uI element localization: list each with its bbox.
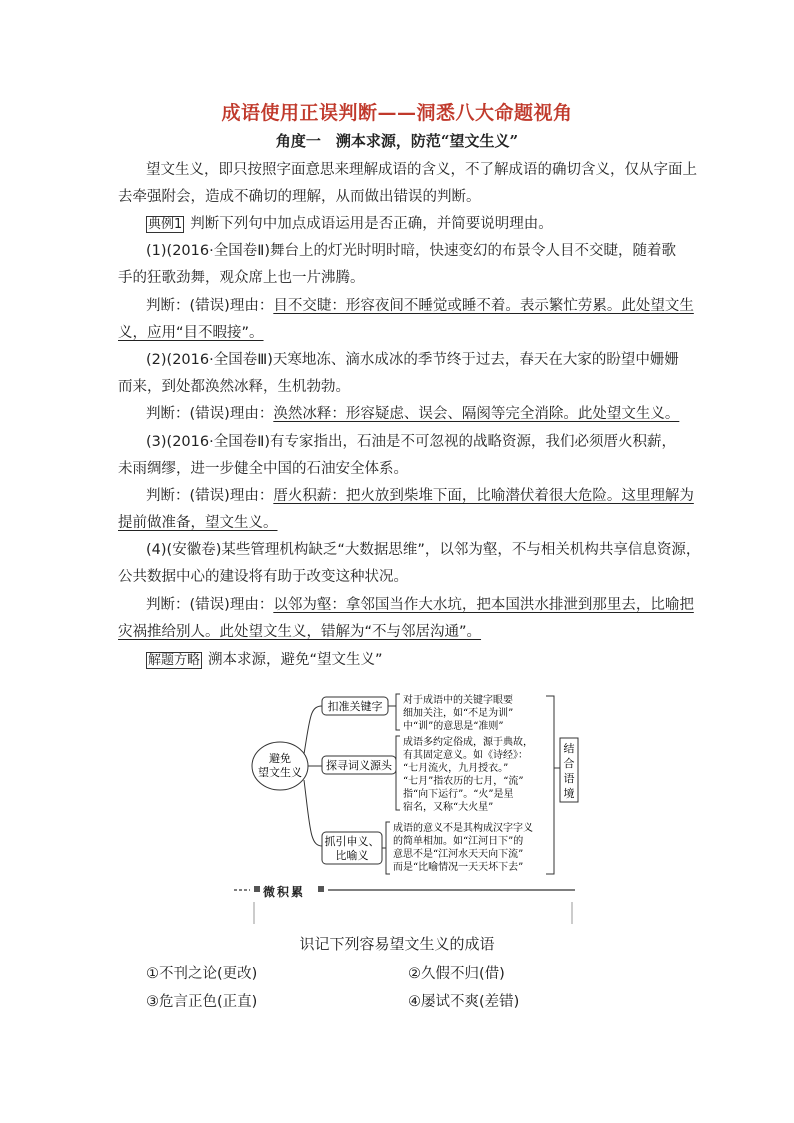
answer-3-text-2: 提前做准备，望文生义。 [118, 515, 278, 531]
question-2-line-2: 而来，到处都涣然冰释，生机勃勃。 [118, 379, 350, 395]
branch-1-desc-2: 细加关注，如“不足为训” [403, 708, 514, 719]
branch-3-label-2: 比喻义 [335, 849, 369, 862]
branch-2-desc-2: 有其固定意义。如《诗经》： [403, 750, 528, 761]
branch-1-label: 扣准关键字 [327, 700, 383, 713]
branch-2-desc-1: 成语多约定俗成，源于典故， [403, 737, 533, 748]
question-3-line-1: (3)(2016·全国卷Ⅱ)有专家指出，石油是不可忽视的战略资源，我们必须厝火积薪， [146, 434, 676, 450]
section-subtitle: 角度一 溯本求源，防范“望文生义” [275, 132, 519, 150]
example-tag: 典例1 [148, 217, 183, 232]
branch-2-desc-4: “七月”指农历的七月，“流” [403, 776, 524, 787]
example-prompt [146, 214, 706, 234]
center-text-1: 避免 [269, 752, 291, 765]
question-1-line-2: 手的狂歌劲舞，观众席上也一片沸腾。 [118, 270, 365, 286]
answer-1-line-2 [118, 323, 678, 343]
method-tag: 解题方略 [148, 653, 201, 668]
answer-prefix: 判断：(错误)理由： [146, 488, 274, 504]
answer-4-line-1 [146, 595, 706, 615]
side-char-2: 合 [563, 757, 575, 770]
question-2-line-1: (2)(2016·全国卷Ⅲ)天寒地冻、滴水成冰的季节终于过去，春天在大家的盼望中姗姗 [146, 352, 679, 368]
answer-4-text: 以邻为壑：拿邻国当作大水坑，把本国洪水排泄到那里去，比喻把 [273, 597, 694, 613]
answer-1-line-1 [146, 296, 706, 316]
answer-prefix: 判断：(错误)理由： [146, 406, 274, 422]
question-3-line-2: 未雨绸缪，进一步健全中国的石油安全体系。 [118, 461, 408, 477]
answer-3-line-1 [146, 486, 706, 506]
branch-2-label: 探寻词义源头 [326, 759, 392, 772]
answer-4-text-2: 灾祸推给别人。此处望文生义，错解为“不与邻居沟通”。 [118, 624, 482, 640]
accumulate-title: 识记下列容易望文生义的成语 [299, 935, 495, 953]
answer-4-line-2 [118, 622, 678, 642]
intro-line-1: 望文生义，即只按照字面意思来理解成语的含义，不了解成语的确切含义，仅从字面上 [146, 162, 697, 178]
method-text: 溯本求源，避免“望文生义” [208, 652, 383, 668]
idiom-item-1: ①不刊之论(更改) [146, 966, 258, 982]
right-bracket [546, 696, 554, 874]
branch-1-desc-3: 中“训”的意思是“准则” [403, 721, 504, 732]
mind-map-diagram [240, 688, 600, 880]
branch-3-label-1: 抓引申义、 [324, 835, 380, 848]
connector-3 [304, 780, 322, 846]
branch-3-desc-4: 而是“比喻情况一天天坏下去” [393, 862, 524, 873]
question-4-line-2: 公共数据中心的建设将有助于改变这种状况。 [118, 569, 408, 585]
answer-2-text: 涣然冰释：形容疑虑、误会、隔阂等完全消除。此处望文生义。 [273, 406, 680, 422]
branch-3-desc-1: 成语的意义不是其构成汉字字义 [393, 823, 533, 834]
bracket-2 [396, 736, 400, 810]
answer-1-text: 目不交睫：形容夜间不睡觉或睡不着。表示繁忙劳累。此处望文生 [273, 298, 694, 314]
side-char-1: 结 [563, 742, 575, 755]
example-prompt-text: 判断下列句中加点成语运用是否正确，并简要说明理由。 [190, 216, 553, 232]
idiom-item-2: ②久假不归(借) [408, 966, 505, 982]
branch-2-desc-6: 宿名，又称“大火星” [403, 802, 494, 813]
answer-2-line-1 [146, 404, 706, 424]
accumulate-label: 微积累 [263, 885, 306, 899]
answer-3-text: 厝火积薪：把火放到柴堆下面，比喻潜伏着很大危险。这里理解为 [273, 488, 694, 504]
method-line [146, 650, 706, 670]
bracket-1 [396, 694, 400, 730]
answer-3-line-2 [118, 513, 678, 533]
question-1-line-1: (1)(2016·全国卷Ⅱ)舞台上的灯光时明时暗，快速变幻的布景令人目不交睫，随着歌 [146, 243, 676, 259]
idiom-item-3: ③危言正色(正直) [146, 994, 258, 1010]
branch-2-desc-5: 指“向下运行”。“火”是星 [403, 789, 514, 800]
side-char-3: 语 [563, 772, 575, 785]
branch-3-desc-3: 意思不是“江河水天天向下流” [393, 849, 524, 860]
branch-3-desc-2: 的简单相加。如“江河日下”的 [393, 836, 524, 847]
answer-1-text-2: 义，应用“目不暇接”。 [118, 325, 264, 341]
answer-prefix: 判断：(错误)理由： [146, 298, 274, 314]
branch-1-desc-1: 对于成语中的关键字眼要 [403, 695, 513, 706]
connector-1 [304, 706, 322, 754]
bracket-3 [386, 822, 390, 874]
page-title: 成语使用正误判断——洞悉八大命题视角 [221, 102, 573, 124]
side-char-4: 境 [563, 787, 575, 800]
branch-2-desc-3: “七月流火，九月授衣。” [403, 763, 509, 774]
intro-line-2: 去牵强附会，造成不确切的理解，从而做出错误的判断。 [118, 189, 481, 205]
question-4-line-1: (4)(安徽卷)某些管理机构缺乏“大数据思维”，以邻为壑，不与相关机构共享信息资源， [146, 542, 701, 558]
answer-prefix: 判断：(错误)理由： [146, 597, 274, 613]
center-text-2: 望文生义 [258, 766, 302, 779]
idiom-item-4: ④屡试不爽(差错) [408, 994, 520, 1010]
